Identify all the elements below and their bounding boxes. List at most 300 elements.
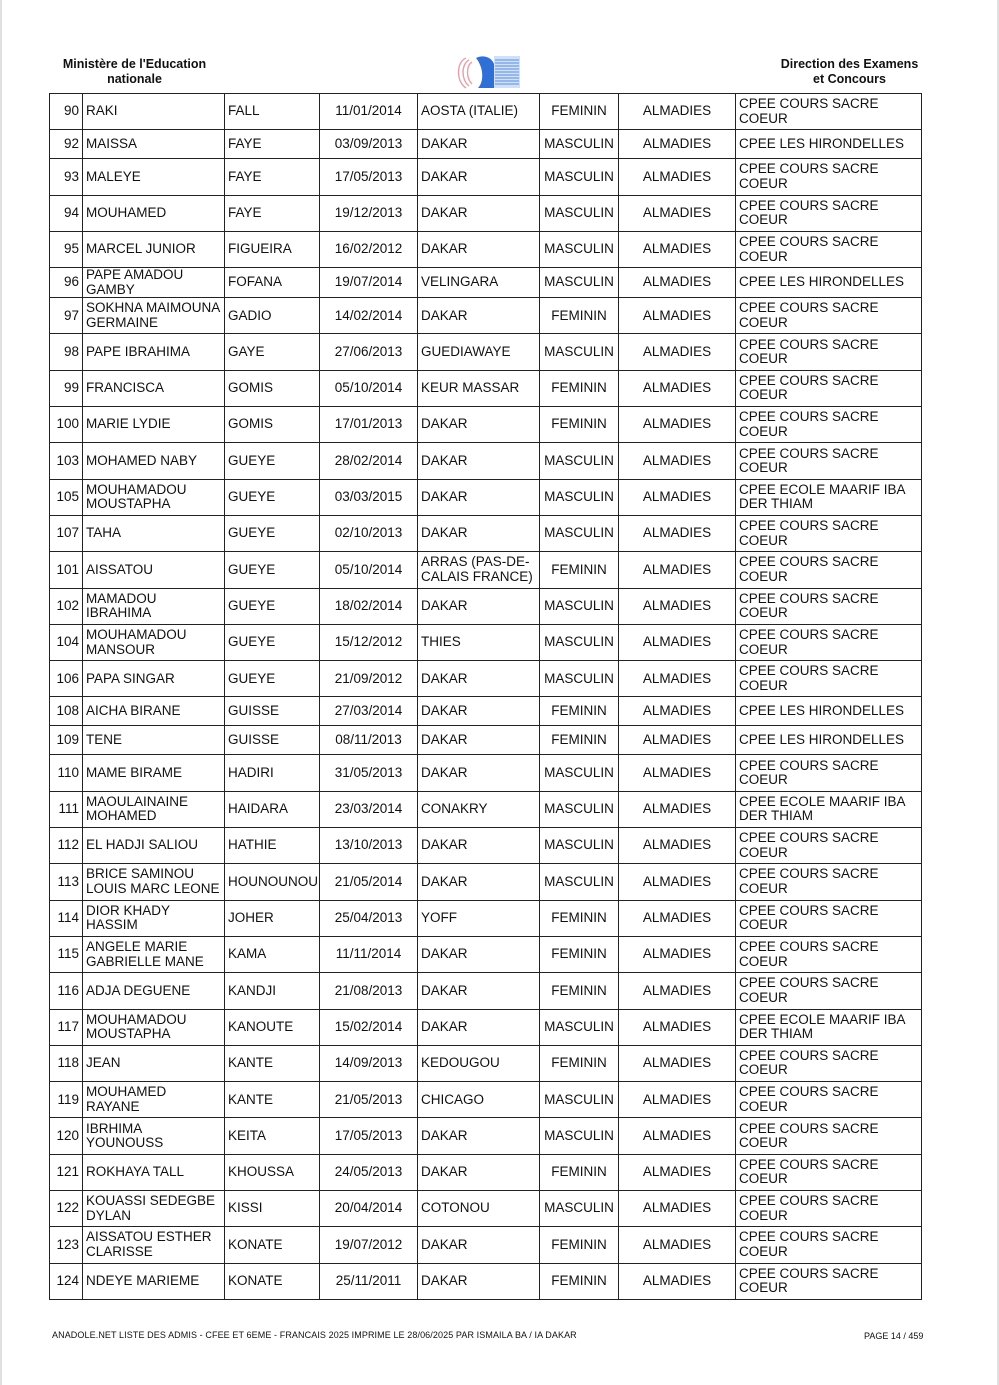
cell-school: CPEE COURS SACRE COEUR: [736, 407, 922, 443]
cell-first-name: RAKI: [83, 94, 225, 130]
table-row: [50, 1009, 922, 1045]
cell-school: CPEE COURS SACRE COEUR: [736, 298, 922, 334]
cell-school: CPEE COURS SACRE COEUR: [736, 828, 922, 864]
table-row: [50, 828, 922, 864]
cell-sex: MASCULIN: [540, 268, 619, 298]
table-row: [50, 479, 922, 515]
cell-first-name: MALEYE: [83, 159, 225, 195]
cell-school: CPEE COURS SACRE COEUR: [736, 1118, 922, 1154]
cell-number: 97: [50, 298, 83, 334]
cell-sex: FEMININ: [540, 1154, 619, 1190]
cell-exam-center: ALMADIES: [619, 1082, 736, 1118]
cell-sex: MASCULIN: [540, 661, 619, 697]
table-row: [50, 900, 922, 936]
cell-school: CPEE COURS SACRE COEUR: [736, 1154, 922, 1190]
cell-first-name: ANGELE MARIE GABRIELLE MANE: [83, 936, 225, 972]
cell-last-name: KANTE: [225, 1045, 320, 1081]
cell-birth-place: AOSTA (ITALIE): [418, 94, 540, 130]
table-row: [50, 1263, 922, 1299]
cell-first-name: MARCEL JUNIOR: [83, 231, 225, 267]
table-row: [50, 370, 922, 406]
cell-sex: FEMININ: [540, 697, 619, 726]
cell-first-name: MARIE LYDIE: [83, 407, 225, 443]
cell-number: 120: [50, 1118, 83, 1154]
cell-last-name: GUEYE: [225, 479, 320, 515]
cell-birth-date: 24/05/2013: [320, 1154, 418, 1190]
cell-exam-center: ALMADIES: [619, 864, 736, 900]
table-row: [50, 588, 922, 624]
cell-school: CPEE COURS SACRE COEUR: [736, 231, 922, 267]
cell-exam-center: ALMADIES: [619, 443, 736, 479]
cell-birth-date: 27/06/2013: [320, 334, 418, 370]
cell-birth-place: DAKAR: [418, 1118, 540, 1154]
table-row: [50, 94, 922, 130]
cell-sex: MASCULIN: [540, 334, 619, 370]
cell-sex: MASCULIN: [540, 515, 619, 551]
results-table-body: [50, 94, 922, 1300]
cell-first-name: SOKHNA MAIMOUNA GERMAINE: [83, 298, 225, 334]
directorate-header: [772, 57, 927, 87]
cell-birth-place: DAKAR: [418, 697, 540, 726]
cell-first-name: MAME BIRAME: [83, 755, 225, 791]
cell-birth-place: DAKAR: [418, 159, 540, 195]
cell-birth-place: VELINGARA: [418, 268, 540, 298]
cell-number: 94: [50, 195, 83, 231]
cell-sex: MASCULIN: [540, 791, 619, 827]
table-row: [50, 936, 922, 972]
cell-sex: FEMININ: [540, 552, 619, 588]
cell-exam-center: ALMADIES: [619, 1263, 736, 1299]
cell-school: CPEE COURS SACRE COEUR: [736, 624, 922, 660]
cell-first-name: DIOR KHADY HASSIM: [83, 900, 225, 936]
cell-number: 92: [50, 130, 83, 159]
cell-sex: FEMININ: [540, 1045, 619, 1081]
cell-last-name: KHOUSSA: [225, 1154, 320, 1190]
cell-first-name: MAOULAINAINE MOHAMED: [83, 791, 225, 827]
cell-birth-place: ARRAS (PAS-DE-CALAIS FRANCE): [418, 552, 540, 588]
cell-school: CPEE COURS SACRE COEUR: [736, 159, 922, 195]
cell-school: CPEE LES HIRONDELLES: [736, 268, 922, 298]
cell-school: CPEE COURS SACRE COEUR: [736, 864, 922, 900]
cell-first-name: ROKHAYA TALL: [83, 1154, 225, 1190]
cell-exam-center: ALMADIES: [619, 588, 736, 624]
cell-number: 99: [50, 370, 83, 406]
cell-birth-date: 03/09/2013: [320, 130, 418, 159]
cell-exam-center: ALMADIES: [619, 900, 736, 936]
cell-first-name: MOHAMED NABY: [83, 443, 225, 479]
cell-birth-place: DAKAR: [418, 1009, 540, 1045]
cell-number: 123: [50, 1227, 83, 1263]
cell-birth-date: 31/05/2013: [320, 755, 418, 791]
cell-birth-date: 11/11/2014: [320, 936, 418, 972]
directorate-line-1: Direction des Examens: [780, 57, 919, 71]
cell-last-name: KANTE: [225, 1082, 320, 1118]
cell-birth-date: 21/05/2013: [320, 1082, 418, 1118]
cell-birth-place: CHICAGO: [418, 1082, 540, 1118]
cell-birth-place: DAKAR: [418, 195, 540, 231]
cell-exam-center: ALMADIES: [619, 94, 736, 130]
cell-number: 101: [50, 552, 83, 588]
cell-birth-place: DAKAR: [418, 755, 540, 791]
cell-last-name: GUEYE: [225, 588, 320, 624]
cell-birth-date: 19/07/2012: [320, 1227, 418, 1263]
cell-birth-place: DAKAR: [418, 1263, 540, 1299]
cell-sex: MASCULIN: [540, 1118, 619, 1154]
cell-birth-date: 23/03/2014: [320, 791, 418, 827]
cell-first-name: MAISSA: [83, 130, 225, 159]
cell-birth-date: 16/02/2012: [320, 231, 418, 267]
cell-last-name: HATHIE: [225, 828, 320, 864]
cell-birth-date: 21/09/2012: [320, 661, 418, 697]
cell-sex: MASCULIN: [540, 479, 619, 515]
cell-last-name: KONATE: [225, 1263, 320, 1299]
cell-number: 113: [50, 864, 83, 900]
cell-last-name: GOMIS: [225, 407, 320, 443]
cell-number: 98: [50, 334, 83, 370]
cell-birth-place: DAKAR: [418, 231, 540, 267]
cell-sex: MASCULIN: [540, 195, 619, 231]
cell-school: CPEE LES HIRONDELLES: [736, 130, 922, 159]
cell-sex: FEMININ: [540, 1263, 619, 1299]
cell-last-name: FAYE: [225, 130, 320, 159]
cell-school: CPEE COURS SACRE COEUR: [736, 588, 922, 624]
cell-last-name: KAMA: [225, 936, 320, 972]
cell-last-name: GUEYE: [225, 443, 320, 479]
cell-birth-date: 15/12/2012: [320, 624, 418, 660]
cell-last-name: FALL: [225, 94, 320, 130]
cell-first-name: AICHA BIRANE: [83, 697, 225, 726]
cell-birth-date: 17/01/2013: [320, 407, 418, 443]
cell-first-name: TENE: [83, 726, 225, 755]
table-row: [50, 697, 922, 726]
cell-birth-place: DAKAR: [418, 130, 540, 159]
cell-first-name: JEAN: [83, 1045, 225, 1081]
cell-school: CPEE COURS SACRE COEUR: [736, 661, 922, 697]
cell-sex: MASCULIN: [540, 443, 619, 479]
cell-exam-center: ALMADIES: [619, 479, 736, 515]
cell-school: CPEE COURS SACRE COEUR: [736, 755, 922, 791]
cell-last-name: HOUNOUNOU: [225, 864, 320, 900]
cell-birth-place: KEUR MASSAR: [418, 370, 540, 406]
table-row: [50, 443, 922, 479]
table-row: [50, 624, 922, 660]
cell-birth-date: 13/10/2013: [320, 828, 418, 864]
cell-birth-date: 11/01/2014: [320, 94, 418, 130]
cell-last-name: HADIRI: [225, 755, 320, 791]
cell-number: 105: [50, 479, 83, 515]
cell-birth-place: DAKAR: [418, 973, 540, 1009]
cell-birth-place: THIES: [418, 624, 540, 660]
cell-exam-center: ALMADIES: [619, 552, 736, 588]
cell-last-name: GUISSE: [225, 726, 320, 755]
cell-sex: FEMININ: [540, 298, 619, 334]
cell-last-name: GUEYE: [225, 552, 320, 588]
cell-number: 122: [50, 1191, 83, 1227]
cell-first-name: PAPE IBRAHIMA: [83, 334, 225, 370]
cell-birth-place: DAKAR: [418, 515, 540, 551]
cell-school: CPEE ECOLE MAARIF IBA DER THIAM: [736, 791, 922, 827]
cell-number: 103: [50, 443, 83, 479]
cell-birth-place: COTONOU: [418, 1191, 540, 1227]
cell-sex: FEMININ: [540, 726, 619, 755]
cell-birth-date: 19/12/2013: [320, 195, 418, 231]
cell-birth-date: 05/10/2014: [320, 552, 418, 588]
cell-first-name: MOUHAMADOU MOUSTAPHA: [83, 1009, 225, 1045]
cell-number: 93: [50, 159, 83, 195]
cell-last-name: GUEYE: [225, 624, 320, 660]
cell-school: CPEE COURS SACRE COEUR: [736, 1263, 922, 1299]
cell-exam-center: ALMADIES: [619, 231, 736, 267]
cell-last-name: FAYE: [225, 159, 320, 195]
cell-last-name: FOFANA: [225, 268, 320, 298]
cell-school: CPEE ECOLE MAARIF IBA DER THIAM: [736, 479, 922, 515]
cell-last-name: KISSI: [225, 1191, 320, 1227]
cell-first-name: BRICE SAMINOU LOUIS MARC LEONE: [83, 864, 225, 900]
cell-exam-center: ALMADIES: [619, 130, 736, 159]
cell-birth-place: DAKAR: [418, 479, 540, 515]
cell-number: 110: [50, 755, 83, 791]
table-row: [50, 298, 922, 334]
cell-number: 115: [50, 936, 83, 972]
cell-birth-date: 02/10/2013: [320, 515, 418, 551]
cell-birth-place: DAKAR: [418, 726, 540, 755]
cell-number: 117: [50, 1009, 83, 1045]
cell-school: CPEE COURS SACRE COEUR: [736, 370, 922, 406]
cell-birth-date: 25/04/2013: [320, 900, 418, 936]
cell-number: 102: [50, 588, 83, 624]
cell-first-name: MOUHAMADOU MANSOUR: [83, 624, 225, 660]
cell-school: CPEE ECOLE MAARIF IBA DER THIAM: [736, 1009, 922, 1045]
cell-school: CPEE COURS SACRE COEUR: [736, 515, 922, 551]
cell-birth-place: YOFF: [418, 900, 540, 936]
cell-sex: FEMININ: [540, 936, 619, 972]
cell-school: CPEE COURS SACRE COEUR: [736, 1045, 922, 1081]
table-row: [50, 407, 922, 443]
cell-school: CPEE COURS SACRE COEUR: [736, 443, 922, 479]
cell-school: CPEE COURS SACRE COEUR: [736, 1191, 922, 1227]
cell-school: CPEE COURS SACRE COEUR: [736, 1082, 922, 1118]
table-row: [50, 1154, 922, 1190]
cell-birth-place: GUEDIAWAYE: [418, 334, 540, 370]
cell-sex: MASCULIN: [540, 159, 619, 195]
ministry-header: [52, 57, 217, 87]
cell-last-name: GADIO: [225, 298, 320, 334]
cell-sex: FEMININ: [540, 407, 619, 443]
cell-number: 109: [50, 726, 83, 755]
directorate-line-2: et Concours: [813, 72, 886, 86]
cell-birth-date: 21/05/2014: [320, 864, 418, 900]
cell-number: 114: [50, 900, 83, 936]
cell-last-name: KANDJI: [225, 973, 320, 1009]
cell-sex: FEMININ: [540, 370, 619, 406]
ministry-logo-icon: [454, 52, 524, 92]
cell-exam-center: ALMADIES: [619, 1045, 736, 1081]
table-row: [50, 661, 922, 697]
cell-last-name: KEITA: [225, 1118, 320, 1154]
cell-school: CPEE COURS SACRE COEUR: [736, 334, 922, 370]
table-row: [50, 755, 922, 791]
cell-first-name: KOUASSI SEDEGBE DYLAN: [83, 1191, 225, 1227]
cell-birth-place: DAKAR: [418, 443, 540, 479]
cell-first-name: MOUHAMED: [83, 195, 225, 231]
cell-first-name: ADJA DEGUENE: [83, 973, 225, 1009]
table-row: [50, 515, 922, 551]
cell-exam-center: ALMADIES: [619, 791, 736, 827]
cell-sex: MASCULIN: [540, 588, 619, 624]
cell-sex: MASCULIN: [540, 1191, 619, 1227]
table-row: [50, 1118, 922, 1154]
cell-first-name: MOUHAMED RAYANE: [83, 1082, 225, 1118]
cell-birth-date: 25/11/2011: [320, 1263, 418, 1299]
table-row: [50, 159, 922, 195]
cell-birth-date: 20/04/2014: [320, 1191, 418, 1227]
table-row: [50, 1082, 922, 1118]
cell-sex: FEMININ: [540, 94, 619, 130]
ministry-line-2: nationale: [107, 72, 162, 86]
cell-birth-place: DAKAR: [418, 864, 540, 900]
cell-first-name: IBRHIMA YOUNOUSS: [83, 1118, 225, 1154]
cell-exam-center: ALMADIES: [619, 407, 736, 443]
cell-number: 119: [50, 1082, 83, 1118]
cell-number: 107: [50, 515, 83, 551]
cell-exam-center: ALMADIES: [619, 973, 736, 1009]
cell-school: CPEE LES HIRONDELLES: [736, 726, 922, 755]
cell-sex: MASCULIN: [540, 130, 619, 159]
cell-birth-date: 17/05/2013: [320, 159, 418, 195]
cell-last-name: HAIDARA: [225, 791, 320, 827]
cell-first-name: AISSATOU: [83, 552, 225, 588]
cell-sex: MASCULIN: [540, 624, 619, 660]
cell-school: CPEE COURS SACRE COEUR: [736, 1227, 922, 1263]
cell-exam-center: ALMADIES: [619, 661, 736, 697]
table-row: [50, 864, 922, 900]
table-row: [50, 268, 922, 298]
cell-exam-center: ALMADIES: [619, 726, 736, 755]
cell-birth-date: 19/07/2014: [320, 268, 418, 298]
cell-last-name: GUISSE: [225, 697, 320, 726]
cell-birth-date: 21/08/2013: [320, 973, 418, 1009]
table-row: [50, 195, 922, 231]
cell-first-name: NDEYE MARIEME: [83, 1263, 225, 1299]
cell-birth-date: 15/02/2014: [320, 1009, 418, 1045]
cell-exam-center: ALMADIES: [619, 936, 736, 972]
cell-birth-place: DAKAR: [418, 661, 540, 697]
cell-exam-center: ALMADIES: [619, 828, 736, 864]
cell-exam-center: ALMADIES: [619, 1154, 736, 1190]
cell-exam-center: ALMADIES: [619, 1227, 736, 1263]
cell-birth-place: DAKAR: [418, 1227, 540, 1263]
table-row: [50, 1191, 922, 1227]
cell-first-name: EL HADJI SALIOU: [83, 828, 225, 864]
cell-first-name: MOUHAMADOU MOUSTAPHA: [83, 479, 225, 515]
cell-birth-place: DAKAR: [418, 298, 540, 334]
cell-last-name: GOMIS: [225, 370, 320, 406]
cell-exam-center: ALMADIES: [619, 1191, 736, 1227]
cell-sex: MASCULIN: [540, 755, 619, 791]
cell-first-name: PAPE AMADOU GAMBY: [83, 268, 225, 298]
page-number: PAGE 14 / 459: [864, 1331, 924, 1341]
cell-exam-center: ALMADIES: [619, 370, 736, 406]
cell-birth-date: 14/09/2013: [320, 1045, 418, 1081]
cell-number: 100: [50, 407, 83, 443]
cell-birth-place: KEDOUGOU: [418, 1045, 540, 1081]
cell-exam-center: ALMADIES: [619, 334, 736, 370]
cell-exam-center: ALMADIES: [619, 1118, 736, 1154]
cell-number: 121: [50, 1154, 83, 1190]
cell-exam-center: ALMADIES: [619, 755, 736, 791]
cell-birth-date: 03/03/2015: [320, 479, 418, 515]
cell-number: 118: [50, 1045, 83, 1081]
cell-sex: MASCULIN: [540, 828, 619, 864]
cell-exam-center: ALMADIES: [619, 1009, 736, 1045]
cell-first-name: TAHA: [83, 515, 225, 551]
cell-birth-place: DAKAR: [418, 1154, 540, 1190]
table-row: [50, 791, 922, 827]
cell-exam-center: ALMADIES: [619, 159, 736, 195]
cell-last-name: GUEYE: [225, 661, 320, 697]
cell-first-name: PAPA SINGAR: [83, 661, 225, 697]
cell-exam-center: ALMADIES: [619, 515, 736, 551]
ministry-line-1: Ministère de l'Education: [62, 57, 207, 71]
cell-first-name: AISSATOU ESTHER CLARISSE: [83, 1227, 225, 1263]
cell-school: CPEE COURS SACRE COEUR: [736, 936, 922, 972]
cell-school: CPEE COURS SACRE COEUR: [736, 973, 922, 1009]
cell-sex: MASCULIN: [540, 231, 619, 267]
cell-sex: FEMININ: [540, 973, 619, 1009]
cell-exam-center: ALMADIES: [619, 298, 736, 334]
cell-birth-date: 14/02/2014: [320, 298, 418, 334]
cell-exam-center: ALMADIES: [619, 268, 736, 298]
cell-last-name: JOHER: [225, 900, 320, 936]
cell-school: CPEE COURS SACRE COEUR: [736, 195, 922, 231]
cell-birth-date: 27/03/2014: [320, 697, 418, 726]
table-row: [50, 1045, 922, 1081]
table-row: [50, 231, 922, 267]
cell-birth-place: DAKAR: [418, 828, 540, 864]
cell-sex: MASCULIN: [540, 864, 619, 900]
cell-birth-place: DAKAR: [418, 407, 540, 443]
table-row: [50, 552, 922, 588]
cell-birth-date: 18/02/2014: [320, 588, 418, 624]
cell-number: 106: [50, 661, 83, 697]
footer-print-info: ANADOLE.NET LISTE DES ADMIS - CFEE ET 6EME - FRANCAIS 2025 IMPRIME LE 28/06/2025 PAR ISMAILA BA / IA DAKAR: [52, 1330, 577, 1340]
cell-number: 90: [50, 94, 83, 130]
cell-birth-date: 08/11/2013: [320, 726, 418, 755]
cell-last-name: KONATE: [225, 1227, 320, 1263]
table-row: [50, 973, 922, 1009]
cell-school: CPEE COURS SACRE COEUR: [736, 900, 922, 936]
cell-number: 116: [50, 973, 83, 1009]
cell-school: CPEE COURS SACRE COEUR: [736, 94, 922, 130]
cell-birth-place: DAKAR: [418, 936, 540, 972]
cell-number: 108: [50, 697, 83, 726]
cell-sex: MASCULIN: [540, 1082, 619, 1118]
cell-exam-center: ALMADIES: [619, 697, 736, 726]
cell-sex: FEMININ: [540, 1227, 619, 1263]
table-row: [50, 1227, 922, 1263]
cell-number: 112: [50, 828, 83, 864]
cell-birth-place: DAKAR: [418, 588, 540, 624]
table-row: [50, 726, 922, 755]
cell-birth-date: 05/10/2014: [320, 370, 418, 406]
cell-number: 96: [50, 268, 83, 298]
cell-number: 111: [50, 791, 83, 827]
table-row: [50, 334, 922, 370]
cell-birth-place: CONAKRY: [418, 791, 540, 827]
cell-last-name: FAYE: [225, 195, 320, 231]
cell-number: 124: [50, 1263, 83, 1299]
cell-sex: FEMININ: [540, 900, 619, 936]
